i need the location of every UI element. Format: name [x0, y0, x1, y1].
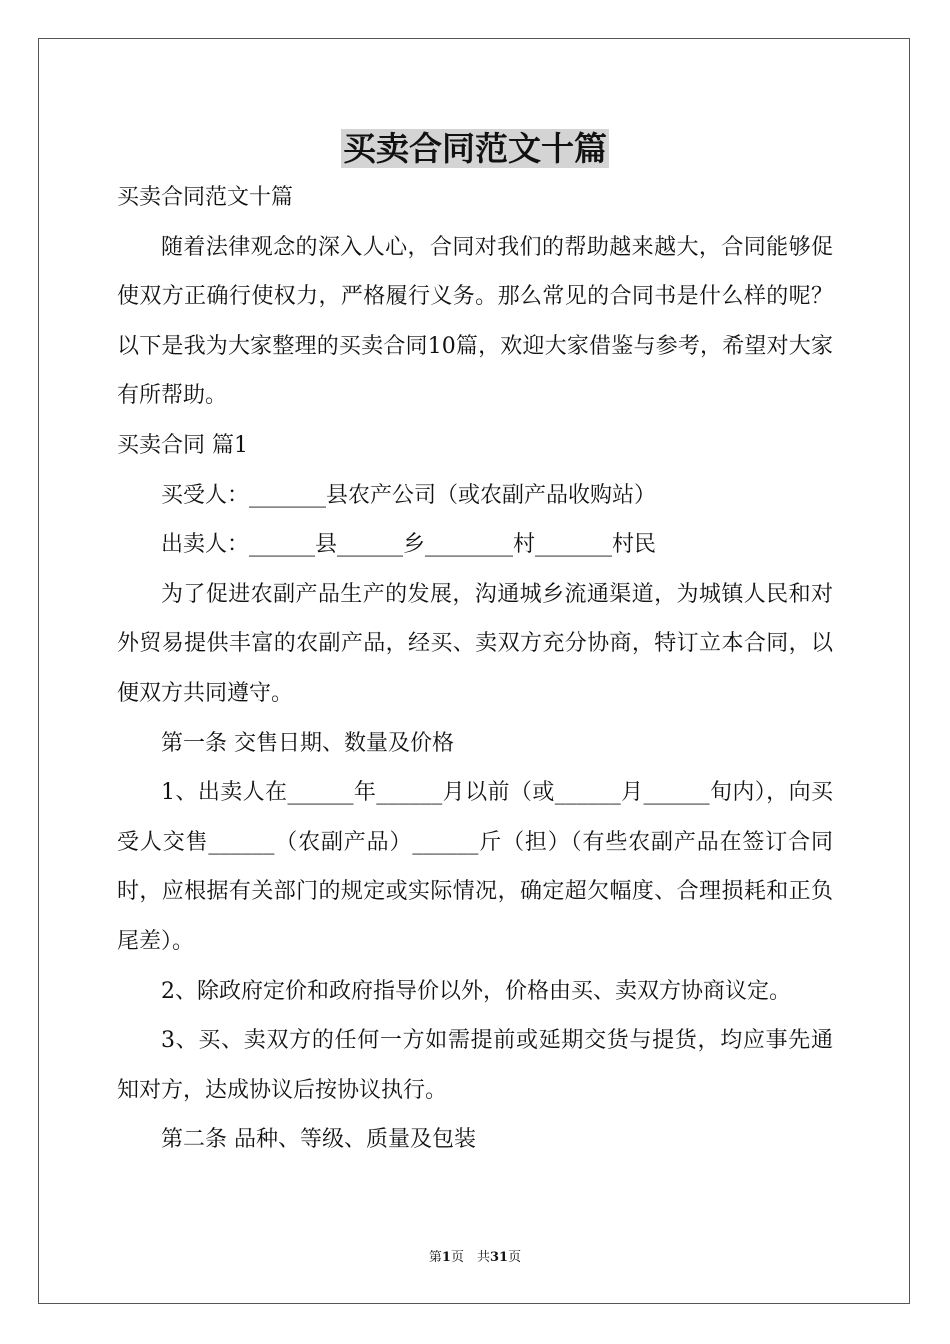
footer-page-prefix: 第	[428, 1250, 442, 1265]
paragraph-buyer: 买受人：_______县农产公司（或农副产品收购站）	[161, 482, 657, 508]
footer-page-suffix: 页	[508, 1250, 522, 1265]
paragraph-clause-3: 3、买、卖双方的任何一方如需提前或延期交货与提货，均应事先通知对方，达成协议后按协议执行。	[117, 1028, 833, 1103]
paragraph-article-2-heading: 第二条 品种、等级、质量及包装	[161, 1127, 476, 1153]
document-body	[117, 173, 833, 1165]
document-title-text: 买卖合同范文十篇	[343, 129, 607, 168]
paragraph-clause-1: 1、出卖人在______年______月以前（或______月______旬内），向买受人交售______（农副产品）______斤（担）（有些农副产品在签订合同时，应根据有关部门的规定或实际情况，确定超欠幅度、合理损耗和正负尾差）。	[117, 780, 833, 954]
footer-page-total: 31	[489, 1250, 509, 1265]
paragraph-seller: 出卖人：______县______乡________村_______村民	[161, 532, 657, 558]
paragraph-article-1-heading: 第一条 交售日期、数量及价格	[161, 730, 454, 756]
footer-page-current: 1	[441, 1250, 451, 1265]
paragraph-subtitle: 买卖合同范文十篇	[117, 185, 294, 210]
paragraph-section-heading: 买卖合同 篇1	[117, 432, 248, 458]
paragraph-clause-2: 2、除政府定价和政府指导价以外，价格由买、卖双方协商议定。	[161, 978, 791, 1004]
footer-page-middle: 页 共	[450, 1250, 490, 1265]
paragraph-preamble: 为了促进农副产品生产的发展，沟通城乡流通渠道，为城镇人民和对外贸易提供丰富的农副产品，经买、卖双方充分协商，特订立本合同，以便双方共同遵守。	[117, 581, 833, 706]
page-footer	[0, 1249, 950, 1267]
paragraph-intro: 随着法律观念的深入人心，合同对我们的帮助越来越大，合同能够促使双方正确行使权力，严格履行义务。那么常见的合同书是什么样的呢？以下是我为大家整理的买卖合同10篇，欢迎大家借鉴与参考，希望对大家有所帮助。	[117, 234, 833, 409]
document-title	[0, 124, 950, 174]
